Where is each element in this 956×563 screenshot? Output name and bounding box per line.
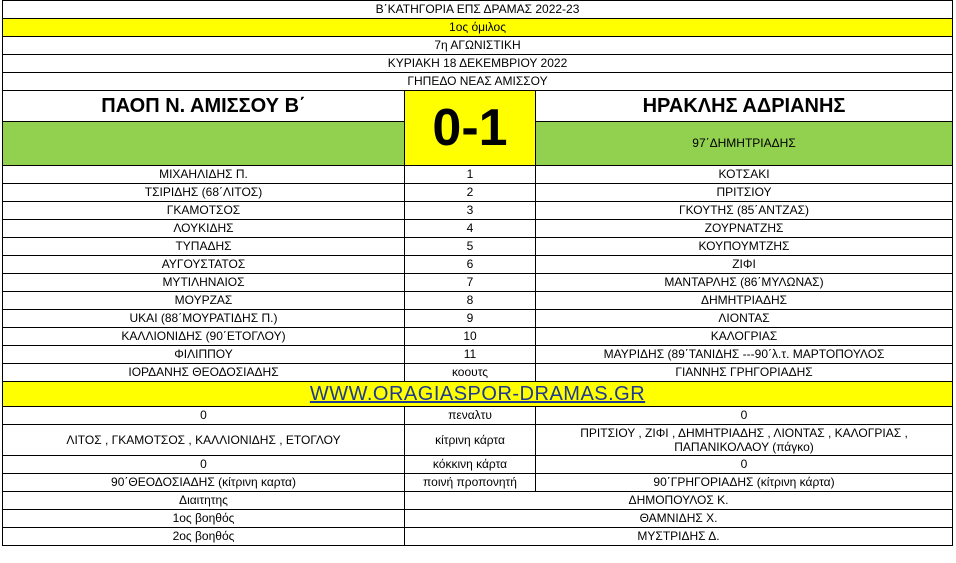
away-player: ΜΑΝΤΑΡΛΗΣ (86΄ΜΥΛΩΝΑΣ) [536,274,953,292]
league-title: Β΄ΚΑΤΗΓΟΡΙΑ ΕΠΣ ΔΡΑΜΑΣ 2022-23 [3,1,953,19]
coach-label: κοουτς [405,364,536,382]
official-row [3,492,953,510]
official-role: 2ος βοηθός [3,528,405,546]
match-sheet-table [2,0,953,546]
away-team-name: ΗΡΑΚΛΗΣ ΑΔΡΙΑΝΗΣ [536,91,953,122]
lineup-row [3,238,953,256]
match-score: 0-1 [405,91,536,166]
home-player: ΚΑΛΛΙΟΝΙΔΗΣ (90΄ΕΤΟΓΛΟΥ) [3,328,405,346]
home-yellow-cards: ΛΙΤΟΣ , ΓΚΑΜΟΤΣΟΣ , ΚΑΛΛΙΟΝΙΔΗΣ , ΕΤΟΓΛΟΥ [3,425,405,456]
official-name: ΔΗΜΟΠΟΥΛΟΣ Κ. [405,492,953,510]
red-card-row [3,456,953,474]
home-player: ΜΟΥΡΖΑΣ [3,292,405,310]
away-player: ΛΙΟΝΤΑΣ [536,310,953,328]
home-coach: ΙΟΡΔΑΝΗΣ ΘΕΟΔΟΣΙΑΔΗΣ [3,364,405,382]
shirt-number: 6 [405,256,536,274]
away-player: ΚΑΛΟΓΡΙΑΣ [536,328,953,346]
away-coach-penalty: 90΄ΓΡΗΓΟΡΙΑΔΗΣ (κίτρινη κάρτα) [536,474,953,492]
away-yellow-cards: ΠΡΙΤΣΙΟΥ , ΖΙΦΙ , ΔΗΜΗΤΡΙΑΔΗΣ , ΛΙΟΝΤΑΣ , ΚΑΛΟΓΡΙΑΣ , ΠΑΠΑΝΙΚΟΛΑΟΥ (πάγκο) [536,425,953,456]
away-red-cards: 0 [536,456,953,474]
home-player: ΜΙΧΑΗΛΙΔΗΣ Π. [3,166,405,184]
shirt-number: 2 [405,184,536,202]
home-player: ΓΚΑΜΟΤΣΟΣ [3,202,405,220]
red-card-label: κόκκινη κάρτα [405,456,536,474]
away-coach: ΓΙΑΝΝΗΣ ΓΡΗΓΟΡΙΑΔΗΣ [536,364,953,382]
lineup-row [3,202,953,220]
coach-penalty-label: ποινή προπονητή [405,474,536,492]
shirt-number: 5 [405,238,536,256]
home-red-cards: 0 [3,456,405,474]
home-player: ΜΥΤΙΛΗΝΑΙΟΣ [3,274,405,292]
official-row [3,510,953,528]
away-player: ΠΡΙΤΣΙΟΥ [536,184,953,202]
penalty-row [3,407,953,425]
official-name: ΘΑΜΝΙΔΗΣ Χ. [405,510,953,528]
official-name: ΜΥΣΤΡΙΔΗΣ Δ. [405,528,953,546]
lineup-row [3,274,953,292]
away-penalties: 0 [536,407,953,425]
shirt-number: 10 [405,328,536,346]
shirt-number: 9 [405,310,536,328]
official-row [3,528,953,546]
penalty-label: πεναλτυ [405,407,536,425]
away-player: ΖΙΦΙ [536,256,953,274]
lineup-row [3,310,953,328]
away-player: ΖΟΥΡΝΑΤΖΗΣ [536,220,953,238]
official-role: 1ος βοηθός [3,510,405,528]
lineup-row [3,292,953,310]
lineup-row [3,166,953,184]
home-team-name: ΠΑΟΠ Ν. ΑΜΙΣΣΟΥ Β΄ [3,91,405,122]
away-player: ΓΚΟΥΤΗΣ (85΄ΑΝΤΖΑΣ) [536,202,953,220]
yellow-card-label: κίτρινη κάρτα [405,425,536,456]
away-player: ΚΟΤΣΑΚΙ [536,166,953,184]
website-link[interactable]: WWW.ORAGIASPOR-DRAMAS.GR [3,382,953,407]
lineup-row [3,328,953,346]
home-scorers [3,122,405,166]
coach-penalty-row [3,474,953,492]
yellow-card-row [3,425,953,456]
official-role: Διαιτητης [3,492,405,510]
shirt-number: 4 [405,220,536,238]
lineup-row [3,256,953,274]
shirt-number: 1 [405,166,536,184]
shirt-number: 3 [405,202,536,220]
home-player: ΛΟΥΚΙΔΗΣ [3,220,405,238]
shirt-number: 7 [405,274,536,292]
home-player: ΤΣΙΡΙΔΗΣ (68΄ΛΙΤΟΣ) [3,184,405,202]
away-player: ΔΗΜΗΤΡΙΑΔΗΣ [536,292,953,310]
home-player: UKAI (88΄ΜΟΥΡΑΤΙΔΗΣ Π.) [3,310,405,328]
shirt-number: 8 [405,292,536,310]
away-player: ΜΑΥΡΙΔΗΣ (89΄ΤΑΝΙΔΗΣ ---90΄λ.τ. ΜΑΡΤΟΠΟΥΛΟΣ [536,346,953,364]
away-scorers: 97΄ΔΗΜΗΤΡΙΑΔΗΣ [536,122,953,166]
home-player: ΑΥΓΟΥΣΤΑΤΟΣ [3,256,405,274]
home-player: ΦΙΛΙΠΠΟΥ [3,346,405,364]
coaches-row [3,364,953,382]
match-date: ΚΥΡΙΑΚΗ 18 ΔΕΚΕΜΒΡΙΟΥ 2022 [3,55,953,73]
lineup-row [3,184,953,202]
shirt-number: 11 [405,346,536,364]
group-label: 1ος όμιλος [3,19,953,37]
match-venue: ΓΗΠΕΔΟ ΝΕΑΣ ΑΜΙΣΣΟΥ [3,73,953,91]
home-penalties: 0 [3,407,405,425]
round-label: 7η ΑΓΩΝΙΣΤΙΚΗ [3,37,953,55]
away-player: ΚΟΥΠΟΥΜΤΖΗΣ [536,238,953,256]
home-coach-penalty: 90΄ΘΕΟΔΟΣΙΑΔΗΣ (κίτρινη καρτα) [3,474,405,492]
lineup-row [3,220,953,238]
home-player: ΤΥΠΑΔΗΣ [3,238,405,256]
lineup-row [3,346,953,364]
